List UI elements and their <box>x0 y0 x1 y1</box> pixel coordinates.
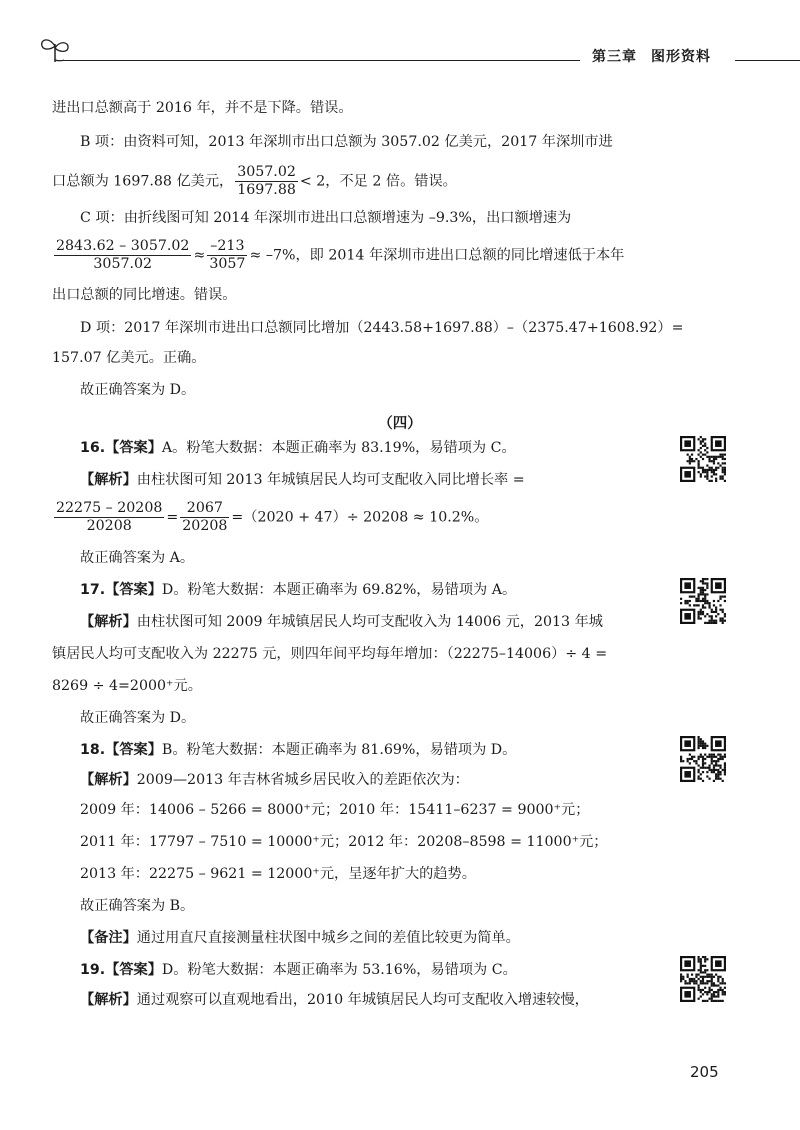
text-line-with-fraction: 口总额为 1697.88 亿美元， $\frac{3057.02}{1697.88}$ < 2，不足 2 倍。错误。 <box>52 164 457 198</box>
fraction: $\frac{22275 - 20208}{20208}$ <box>56 500 163 534</box>
text-line: 故正确答案为 A。 <box>80 550 195 566</box>
text-line: 2013 年：22275 – 9621 = 12000⁺元，呈逐年扩大的趋势。 <box>80 866 476 882</box>
text-line: 出口总额的同比增速。错误。 <box>52 287 237 303</box>
text-line: 故正确答案为 D。 <box>80 710 196 726</box>
text-line: 157.07 亿美元。正确。 <box>52 350 206 366</box>
question-17-answer: 17.【答案】D。粉笔大数据：本题正确率为 69.82%，易错项为 A。 <box>80 582 517 598</box>
section-label: 图形资料 <box>651 49 711 65</box>
text-line: 2009 年：14006 – 5266 = 8000⁺元；2010 年：15411–6237 = 9000⁺元； <box>80 802 590 818</box>
chapter-label: 第三章 <box>592 49 637 65</box>
question-16-analysis: 【解析】由柱状图可知 2013 年城镇居民人均可支配收入同比增长率 = <box>80 472 525 488</box>
text-line-with-fraction: $\frac{2843.62 - 3057.02}{3057.02}$ ≈ $\frac{-213}{3057}$ ≈ –7%，即 2014 年深圳市进出口总额的同比增速低于本年 <box>56 238 625 272</box>
text-line: 进出口总额高于 2016 年，并不是下降。错误。 <box>52 100 353 116</box>
text-line: B 项：由资料可知，2013 年深圳市出口总额为 3057.02 亿美元，2017 年深圳市进 <box>80 134 613 150</box>
page-number: 205 <box>690 1063 719 1081</box>
question-18-note: 【备注】通过用直尺直接测量柱状图中城乡之间的差值比较更为简单。 <box>80 930 520 946</box>
question-19-answer: 19.【答案】D。粉笔大数据：本题正确率为 53.16%，易错项为 C。 <box>80 962 517 978</box>
text-line: C 项：由折线图可知 2014 年深圳市进出口总额增速为 –9.3%，出口额增速为 <box>80 210 572 226</box>
qr-code-icon[interactable] <box>680 578 726 624</box>
header-rule-right <box>735 60 800 61</box>
question-16-answer: 16.【答案】A。粉笔大数据：本题正确率为 83.19%，易错项为 C。 <box>80 440 516 456</box>
text-line: 8269 ÷ 4=2000⁺元。 <box>52 678 202 694</box>
question-18-analysis: 【解析】2009—2013 年吉林省城乡居民收入的差距依次为： <box>80 772 469 788</box>
text-line: 故正确答案为 D。 <box>80 382 196 398</box>
question-18-answer: 18.【答案】B。粉笔大数据：本题正确率为 81.69%，易错项为 D。 <box>80 742 517 758</box>
fraction: $\frac{3057.02}{1697.88}$ <box>237 164 296 198</box>
running-header <box>592 46 725 66</box>
text-line: D 项：2017 年深圳市进出口总额同比增加（2443.58+1697.88）–（2375.47+1608.92）= <box>80 320 684 336</box>
text-line: 镇居民人均可支配收入为 22275 元，则四年间平均每年增加：（22275–14006）÷ 4 = <box>52 646 608 662</box>
text-line: 2011 年：17797 – 7510 = 10000⁺元；2012 年：20208–8598 = 11000⁺元； <box>80 834 608 850</box>
question-17-analysis: 【解析】由柱状图可知 2009 年城镇居民人均可支配收入为 14006 元，2013 年城 <box>80 614 603 630</box>
qr-code-icon[interactable] <box>680 736 726 782</box>
qr-code-icon[interactable] <box>680 956 726 1002</box>
question-19-analysis: 【解析】通过观察可以直观地看出，2010 年城镇居民人均可支配收入增速较慢， <box>80 992 589 1008</box>
fraction: $\frac{-213}{3057}$ <box>209 238 246 272</box>
header-rule-left <box>60 60 580 61</box>
section-title: （四） <box>378 416 422 432</box>
fraction: $\frac{2843.62 - 3057.02}{3057.02}$ <box>56 238 190 272</box>
text-line: 故正确答案为 B。 <box>80 898 195 914</box>
text-line-with-fraction: $\frac{22275 - 20208}{20208}$ = $\frac{2067}{20208}$ =（2020 + 47）÷ 20208 ≈ 10.2%。 <box>56 500 489 534</box>
fraction: $\frac{2067}{20208}$ <box>182 500 228 534</box>
qr-code-icon[interactable] <box>680 436 726 482</box>
